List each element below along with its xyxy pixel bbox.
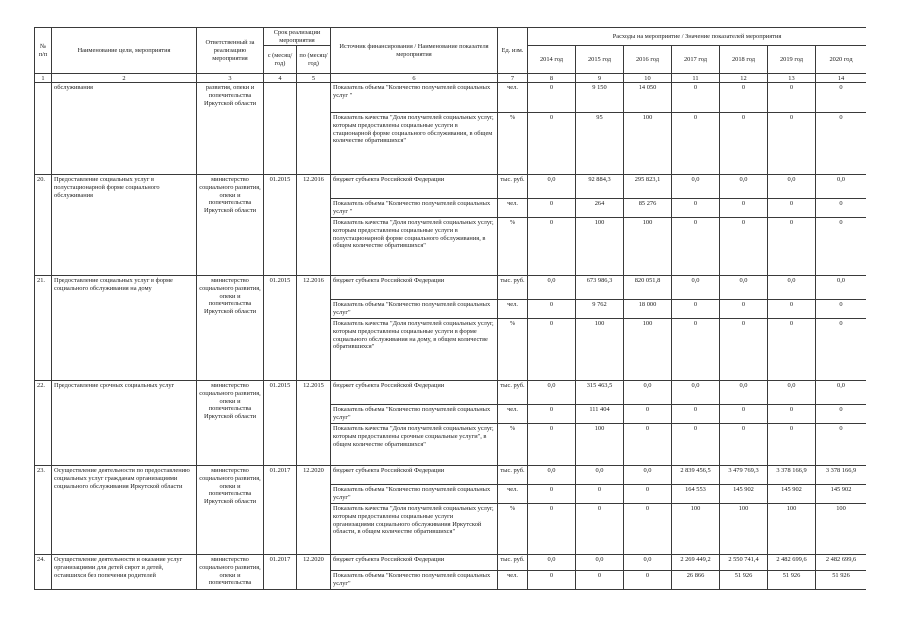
value-cell: 100 <box>624 113 672 175</box>
responsible-party: министерство социального развития, опеки и попечительства Иркутской области <box>197 466 264 555</box>
header-col-name: Наименование цели, мероприятия <box>52 28 197 74</box>
table-row <box>35 175 867 199</box>
value-cell: 0,0 <box>528 381 576 405</box>
value-cell: 0 <box>816 83 867 113</box>
value-cell: 0 <box>624 504 672 555</box>
value-cell: 3 378 166,9 <box>816 466 867 485</box>
table-header <box>35 28 867 83</box>
value-cell: 0 <box>768 300 816 319</box>
value-cell: 0 <box>528 504 576 555</box>
value-cell: 0 <box>816 199 867 218</box>
value-cell: 3 378 166,9 <box>768 466 816 485</box>
table-row <box>35 381 867 405</box>
term-to: 12.2016 <box>297 276 331 381</box>
column-number: 1 <box>35 74 52 83</box>
value-cell: 0 <box>672 218 720 276</box>
row-number <box>35 83 52 175</box>
value-cell: 0 <box>768 83 816 113</box>
value-cell: 0,0 <box>816 276 867 300</box>
term-from <box>264 83 297 175</box>
header-year: 2018 год <box>720 46 768 74</box>
indicator-source: бюджет субъекта Российской Федерации <box>331 175 498 199</box>
value-cell: 0,0 <box>624 466 672 485</box>
header-col-expenses: Расходы на мероприятие / Значение показателей мероприятия <box>528 28 867 46</box>
term-from: 01.2017 <box>264 555 297 589</box>
value-cell: 0 <box>672 300 720 319</box>
value-cell: 0 <box>576 571 624 589</box>
value-cell: 0 <box>672 83 720 113</box>
column-number: 3 <box>197 74 264 83</box>
value-cell: 295 823,1 <box>624 175 672 199</box>
table-row <box>35 276 867 300</box>
value-cell: 0,0 <box>816 175 867 199</box>
value-cell: 2 482 699,6 <box>816 555 867 571</box>
row-number: 20. <box>35 175 52 276</box>
value-cell: 0 <box>720 319 768 381</box>
indicator-source: Показатель объема "Количество получателей социальных услуг" <box>331 485 498 504</box>
term-from: 01.2015 <box>264 381 297 466</box>
header-col-from: с (месяц/ год) <box>264 46 297 74</box>
column-number-row <box>35 74 867 83</box>
value-cell: 0,0 <box>624 381 672 405</box>
value-cell: 51 926 <box>768 571 816 589</box>
value-cell: 0 <box>768 319 816 381</box>
value-cell: 0 <box>528 424 576 466</box>
responsible-party: развития, опеки и попечительства Иркутской области <box>197 83 264 175</box>
term-to: 12.2015 <box>297 381 331 466</box>
value-cell: 145 902 <box>768 485 816 504</box>
table-row <box>35 83 867 113</box>
indicator-source: Показатель качества "Доля получателей социальных услуг, которым предоставлены срочные социальные услуги", в общем количестве обратившихся" <box>331 424 498 466</box>
value-cell: 100 <box>624 218 672 276</box>
value-cell: 145 902 <box>816 485 867 504</box>
value-cell: 0 <box>768 113 816 175</box>
column-number: 2 <box>52 74 197 83</box>
indicator-source: Показатель объема "Количество получателей социальных услуг " <box>331 199 498 218</box>
measure-name: Предоставление социальных услуг в полустационарной форме социального обслуживания <box>52 175 197 276</box>
indicator-source: Показатель объема "Количество получателей социальных услуг " <box>331 83 498 113</box>
header-col-to: по (месяц/ год) <box>297 46 331 74</box>
value-cell: 9 762 <box>576 300 624 319</box>
value-cell: 100 <box>576 218 624 276</box>
unit-cell: тыс. руб. <box>498 555 528 571</box>
value-cell: 2 482 699,6 <box>768 555 816 571</box>
value-cell: 0 <box>672 405 720 424</box>
unit-cell: % <box>498 504 528 555</box>
value-cell: 0 <box>528 199 576 218</box>
value-cell: 0 <box>576 485 624 504</box>
value-cell: 0 <box>768 199 816 218</box>
program-table <box>34 27 866 590</box>
value-cell: 0 <box>624 405 672 424</box>
column-number: 7 <box>498 74 528 83</box>
header-col-unit: Ед. изм. <box>498 28 528 74</box>
header-col-no: № п/п <box>35 28 52 74</box>
unit-cell: чел. <box>498 485 528 504</box>
unit-cell: % <box>498 113 528 175</box>
measure-name: обслуживания <box>52 83 197 175</box>
unit-cell: % <box>498 319 528 381</box>
document-sheet <box>34 27 866 602</box>
value-cell: 100 <box>816 504 867 555</box>
value-cell: 0 <box>816 218 867 276</box>
value-cell: 2 269 449,2 <box>672 555 720 571</box>
value-cell: 0,0 <box>768 276 816 300</box>
indicator-source: Показатель качества "Доля получателей социальных услуг, которым предоставлены социальные услуги организациями социального обслуживания Иркутской области, в общем количестве обратившихся" <box>331 504 498 555</box>
term-to <box>297 83 331 175</box>
value-cell: 0,0 <box>672 276 720 300</box>
value-cell: 0 <box>528 300 576 319</box>
value-cell: 0,0 <box>624 555 672 571</box>
value-cell: 0,0 <box>720 381 768 405</box>
header-col-resp: Ответственный за реализацию мероприятия <box>197 28 264 74</box>
header-year: 2017 год <box>672 46 720 74</box>
unit-cell: тыс. руб. <box>498 276 528 300</box>
unit-cell: чел. <box>498 83 528 113</box>
value-cell: 100 <box>624 319 672 381</box>
indicator-source: бюджет субъекта Российской Федерации <box>331 466 498 485</box>
value-cell: 2 550 741,4 <box>720 555 768 571</box>
row-number: 23. <box>35 466 52 555</box>
value-cell: 0 <box>528 83 576 113</box>
responsible-party: министерство социального развития, опеки и попечительства <box>197 555 264 589</box>
value-cell: 18 000 <box>624 300 672 319</box>
value-cell: 100 <box>672 504 720 555</box>
value-cell: 51 926 <box>816 571 867 589</box>
row-number: 24. <box>35 555 52 589</box>
indicator-source: бюджет субъекта Российской Федерации <box>331 555 498 571</box>
value-cell: 0 <box>624 485 672 504</box>
header-year: 2016 год <box>624 46 672 74</box>
value-cell: 0,0 <box>768 175 816 199</box>
value-cell: 0,0 <box>528 466 576 485</box>
header-col-source: Источник финансирования / Наименование показателя мероприятия <box>331 28 498 74</box>
unit-cell: чел. <box>498 571 528 589</box>
unit-cell: чел. <box>498 405 528 424</box>
column-number: 5 <box>297 74 331 83</box>
value-cell: 0 <box>768 424 816 466</box>
value-cell: 0 <box>528 218 576 276</box>
value-cell: 0 <box>528 485 576 504</box>
value-cell: 85 276 <box>624 199 672 218</box>
measure-name: Предоставление социальных услуг в форме социального обслуживания на дому <box>52 276 197 381</box>
value-cell: 95 <box>576 113 624 175</box>
unit-cell: тыс. руб. <box>498 381 528 405</box>
value-cell: 0,0 <box>720 175 768 199</box>
term-to: 12.2016 <box>297 175 331 276</box>
indicator-source: Показатель объема "Количество получателей социальных услуг" <box>331 571 498 589</box>
column-number: 6 <box>331 74 498 83</box>
header-year: 2014 год <box>528 46 576 74</box>
value-cell: 100 <box>720 504 768 555</box>
value-cell: 145 902 <box>720 485 768 504</box>
value-cell: 0 <box>720 300 768 319</box>
value-cell: 111 404 <box>576 405 624 424</box>
indicator-source: бюджет субъекта Российской Федерации <box>331 381 498 405</box>
table-row <box>35 555 867 571</box>
value-cell: 0,0 <box>576 466 624 485</box>
term-to: 12.2020 <box>297 466 331 555</box>
unit-cell: чел. <box>498 199 528 218</box>
value-cell: 820 051,8 <box>624 276 672 300</box>
value-cell: 0 <box>528 319 576 381</box>
value-cell: 0 <box>624 424 672 466</box>
indicator-source: бюджет субъекта Российской Федерации <box>331 276 498 300</box>
unit-cell: тыс. руб. <box>498 466 528 485</box>
value-cell: 0 <box>672 199 720 218</box>
column-number: 14 <box>816 74 867 83</box>
value-cell: 0 <box>720 218 768 276</box>
indicator-source: Показатель качества "Доля получателей социальных услуг, которым предоставлены социальные услуги в полустационарной форме социального обслуживания, в общем количестве обратившихся" <box>331 218 498 276</box>
value-cell: 0,0 <box>576 555 624 571</box>
row-number: 21. <box>35 276 52 381</box>
indicator-source: Показатель объема "Количество получателей социальных услуг" <box>331 405 498 424</box>
value-cell: 0 <box>528 113 576 175</box>
value-cell: 0 <box>672 319 720 381</box>
value-cell: 100 <box>576 424 624 466</box>
indicator-source: Показатель объема "Количество получателей социальных услуг" <box>331 300 498 319</box>
value-cell: 0 <box>720 424 768 466</box>
unit-cell: чел. <box>498 300 528 319</box>
measure-name: Осуществление деятельности по предоставлению социальных услуг гражданам организациями социального обслуживания Иркутской области <box>52 466 197 555</box>
term-from: 01.2015 <box>264 276 297 381</box>
value-cell: 0 <box>816 300 867 319</box>
value-cell: 0 <box>720 113 768 175</box>
column-number: 13 <box>768 74 816 83</box>
value-cell: 92 884,3 <box>576 175 624 199</box>
column-number: 9 <box>576 74 624 83</box>
value-cell: 0 <box>672 424 720 466</box>
value-cell: 26 866 <box>672 571 720 589</box>
column-number: 4 <box>264 74 297 83</box>
value-cell: 0 <box>672 113 720 175</box>
value-cell: 0 <box>720 83 768 113</box>
term-from: 01.2015 <box>264 175 297 276</box>
value-cell: 0 <box>528 405 576 424</box>
value-cell: 0 <box>816 113 867 175</box>
value-cell: 0 <box>576 504 624 555</box>
column-number: 8 <box>528 74 576 83</box>
column-number: 10 <box>624 74 672 83</box>
value-cell: 0 <box>816 319 867 381</box>
unit-cell: % <box>498 218 528 276</box>
value-cell: 315 463,5 <box>576 381 624 405</box>
value-cell: 673 986,3 <box>576 276 624 300</box>
value-cell: 0,0 <box>816 381 867 405</box>
header-year: 2020 год <box>816 46 867 74</box>
unit-cell: тыс. руб. <box>498 175 528 199</box>
column-number: 11 <box>672 74 720 83</box>
indicator-source: Показатель качества "Доля получателей социальных услуг, которым предоставлены социальные услуги в стационарной форме социального обслуживания, в общем количестве обратившихся" <box>331 113 498 175</box>
value-cell: 0 <box>816 405 867 424</box>
value-cell: 0,0 <box>528 175 576 199</box>
value-cell: 0 <box>768 405 816 424</box>
table-body <box>35 83 867 589</box>
value-cell: 0,0 <box>672 175 720 199</box>
value-cell: 264 <box>576 199 624 218</box>
value-cell: 0,0 <box>528 555 576 571</box>
value-cell: 0 <box>720 405 768 424</box>
value-cell: 0,0 <box>528 276 576 300</box>
header-col-term: Срок реализации мероприятия <box>264 28 331 46</box>
measure-name: Предоставление срочных социальных услуг <box>52 381 197 466</box>
indicator-source: Показатель качества "Доля получателей социальных услуг, которым предоставлены социальные услуги в форме социального обслуживания на дому, в общем количестве обратившихся" <box>331 319 498 381</box>
value-cell: 3 479 769,3 <box>720 466 768 485</box>
value-cell: 0 <box>816 424 867 466</box>
term-to: 12.2020 <box>297 555 331 589</box>
table-row <box>35 466 867 485</box>
value-cell: 0,0 <box>720 276 768 300</box>
header-year: 2019 год <box>768 46 816 74</box>
value-cell: 0,0 <box>768 381 816 405</box>
value-cell: 0,0 <box>672 381 720 405</box>
responsible-party: министерство социального развития, опеки и попечительства Иркутской области <box>197 175 264 276</box>
value-cell: 2 839 456,5 <box>672 466 720 485</box>
term-from: 01.2017 <box>264 466 297 555</box>
value-cell: 0 <box>768 218 816 276</box>
value-cell: 100 <box>768 504 816 555</box>
value-cell: 0 <box>528 571 576 589</box>
value-cell: 14 050 <box>624 83 672 113</box>
value-cell: 9 150 <box>576 83 624 113</box>
value-cell: 0 <box>624 571 672 589</box>
value-cell: 51 926 <box>720 571 768 589</box>
responsible-party: министерство социального развития, опеки и попечительства Иркутской области <box>197 276 264 381</box>
value-cell: 0 <box>720 199 768 218</box>
header-year: 2015 год <box>576 46 624 74</box>
value-cell: 100 <box>576 319 624 381</box>
column-number: 12 <box>720 74 768 83</box>
responsible-party: министерство социального развития, опеки и попечительства Иркутской области <box>197 381 264 466</box>
value-cell: 164 553 <box>672 485 720 504</box>
row-number: 22. <box>35 381 52 466</box>
measure-name: Осуществление деятельности и оказание услуг организациями для детей сирот и детей, оставшихся без попечения родителей <box>52 555 197 589</box>
unit-cell: % <box>498 424 528 466</box>
